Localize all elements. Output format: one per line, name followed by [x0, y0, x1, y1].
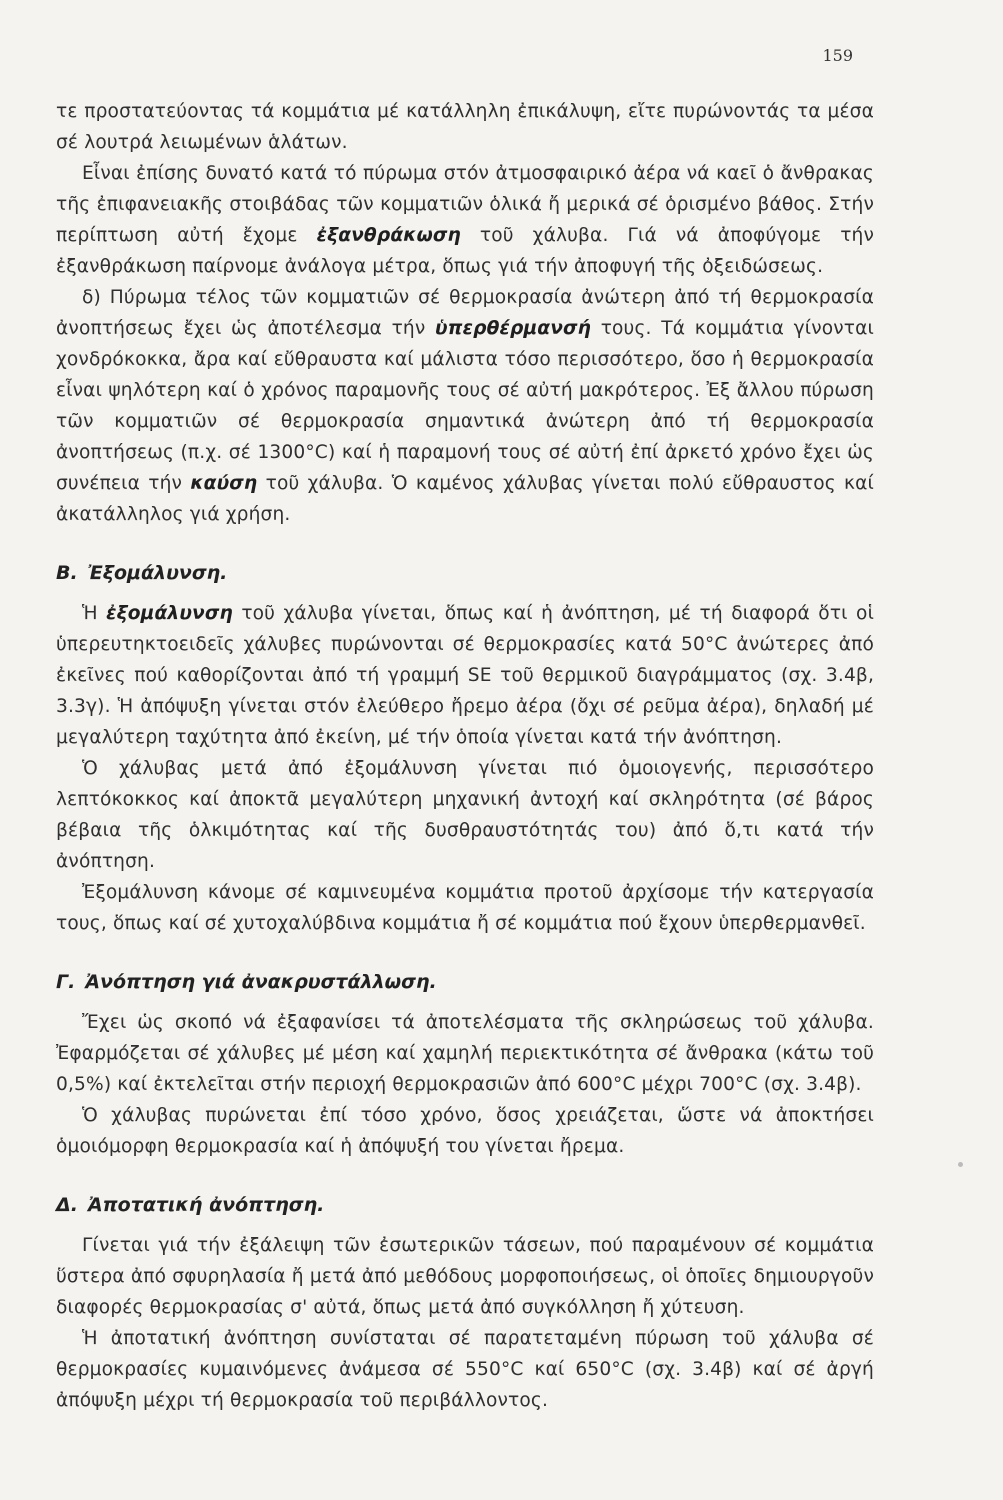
paragraph-b-2: Ὁ χάλυβας μετά ἀπό ἐξομάλυνση γίνεται πιό ὁμοιογενής, περισσότερο λεπτόκοκκος καί ἀποκτᾶ μεγαλύτερη μηχανική ἀντοχή καί σκληρότητα (σέ βάρος βέβαια τῆς ὁλκιμότητας καί τῆς δυσθραυστότητάς του) ἀπό ὅ,τι κατά τήν ἀνόπτηση. [56, 758, 874, 872]
term-exomalynsi: ἐξομάλυνση [106, 603, 233, 624]
term-exanthrakosi: ἐξανθράκωση [316, 225, 461, 246]
text-run: δ) Πύρωμα τέλος τῶν κομματιῶν σέ θερμοκρασία ἀνώτερη ἀπό τή θερμοκρασία ἀνοπτήσεως ἔχει ὡς ἀποτέλεσμα τήν [56, 287, 874, 339]
paragraph-intro-1: τε προστατεύοντας τά κομμάτια μέ κατάλληλη ἐπικάλυψη, εἴτε πυρώνοντάς τα μέσα σέ λουτρά λειωμένων ἁλάτων. [56, 101, 874, 153]
paragraph-intro-2 [56, 158, 874, 282]
paragraph-g-1: Ἔχει ὡς σκοπό νά ἐξαφανίσει τά ἀποτελέσματα τῆς σκληρώσεως τοῦ χάλυβα. Ἐφαρμόζεται σέ χάλυβες μέ μέση καί χαμηλή περιεκτικότητα σέ ἄνθρακα (κάτω τοῦ 0,5%) καί ἐκτελεῖται στήν περιοχή θερμοκρασιῶν ἀπό 600°C μέχρι 700°C (σχ. 3.4β). [56, 1012, 874, 1095]
margin-speck [958, 1162, 963, 1167]
paragraph-intro-3 [56, 282, 874, 530]
text-run: Εἶναι ἐπίσης δυνατό κατά τό πύρωμα στόν ἀτμοσφαιρικό ἀέρα νά καεῖ ὁ ἄνθρακας τῆς ἐπιφανειακῆς στοιβάδας τῶν κομματιῶν ὁλικά ἤ μερικά σέ ὁρισμένο βάθος. Στήν περίπτωση αὐτή ἔχομε [56, 163, 874, 246]
section-heading-d [56, 1190, 874, 1220]
section-title: Ἀνόπτηση γιά ἀνακρυστάλλωση. [85, 971, 437, 993]
section-title: Ἀποτατική ἀνόπτηση. [87, 1194, 325, 1216]
section-heading-b [56, 558, 874, 588]
section-letter: Β. [56, 562, 78, 584]
section-letter: Δ. [56, 1194, 78, 1216]
text-run: τους. Τά κομμάτια γίνονται χονδρόκοκκα, ἄρα καί εὔθραυστα καί μάλιστα τόσο περισσότερο, ὅσο ἡ θερμοκρασία εἶναι ψηλότερη καί ὁ χρόνος παραμονῆς τους σέ αὐτή μακρότερος. Ἐξ ἄλλου πύρωση τῶν κομματιῶν σέ θερμοκρασία σημαντικά ἀνώτερη ἀπό τή θερμοκρασία ἀνοπτήσεως (π.χ. σέ 1300°C) καί ἡ παραμονή τους σέ αὐτή ἐπί ἀρκετό χρόνο ἔχει ὡς συνέπεια τήν [56, 318, 874, 494]
page-number: 159 [822, 46, 853, 65]
text-run: Ἡ [82, 603, 98, 624]
paragraph-b-3: Ἐξομάλυνση κάνομε σέ καμινευμένα κομμάτια προτοῦ ἀρχίσομε τήν κατεργασία τους, ὅπως καί σέ χυτοχαλύβδινα κομμάτια ἤ σέ κομμάτια πού ἔχουν ὑπερθερμανθεῖ. [56, 882, 874, 934]
paragraph-d-2: Ἡ ἀποτατική ἀνόπτηση συνίσταται σέ παρατεταμένη πύρωση τοῦ χάλυβα σέ θερμοκρασίες κυμαινόμενες ἀνάμεσα σέ 550°C καί 650°C (σχ. 3.4β) καί σέ ἀργή ἀπόψυξη μέχρι τή θερμοκρασία τοῦ περιβάλλοντος. [56, 1328, 874, 1411]
section-title: Ἐξομάλυνση. [87, 562, 228, 584]
section-letter: Γ. [56, 971, 76, 993]
text-run: τοῦ χάλυβα γίνεται, ὅπως καί ἡ ἀνόπτηση, μέ τή διαφορά ὅτι οἱ ὑπερευτηκτοειδεῖς χάλυβες πυρώνονται σέ θερμοκρασίες κατά 50°C ἀνώτερες ἀπό ἐκεῖνες πού καθορίζονται ἀπό τή γραμμή SE τοῦ θερμικοῦ διαγράμματος (σχ. 3.4β, 3.3γ). Ἡ ἀπόψυξη γίνεται στόν ἐλεύθερο ἤρεμο ἀέρα (ὄχι σέ ρεῦμα ἀέρα), δηλαδή μέ μεγαλύτερη ταχύτητα ἀπό ἐκείνη, μέ τήν ὁποία γίνεται κατά τήν ἀνόπτηση. [56, 603, 875, 748]
paragraph-g-2: Ὁ χάλυβας πυρώνεται ἐπί τόσο χρόνο, ὅσος χρειάζεται, ὥστε νά ἀποκτήσει ὁμοιόμορφη θερμοκρασία καί ἡ ἀπόψυξή του γίνεται ἤρεμα. [56, 1105, 874, 1157]
paragraph-d-1: Γίνεται γιά τήν ἐξάλειψη τῶν ἐσωτερικῶν τάσεων, πού παραμένουν σέ κομμάτια ὕστερα ἀπό σφυρηλασία ἤ μετά ἀπό μεθόδους μορφοποιήσεως, οἱ ὁποῖες δημιουργοῦν διαφορές θερμοκρασίας σ' αὐτά, ὅπως μετά ἀπό συγκόλληση ἤ χύτευση. [56, 1235, 874, 1318]
term-kafsi: καύση [190, 473, 258, 494]
term-yperthermansi: ὑπερθέρμανσή [435, 318, 592, 339]
page-body [56, 96, 874, 1416]
text-run: τοῦ χάλυβα. Γιά νά ἀποφύγομε τήν ἐξανθράκωση παίρνομε ἀνάλογα μέτρα, ὅπως γιά τήν ἀποφυγή τῆς ὀξειδώσεως. [56, 225, 875, 277]
section-heading-g [56, 967, 874, 997]
text-run: τοῦ χάλυβα. Ὁ καμένος χάλυβας γίνεται πολύ εὔθραυστος καί ἀκατάλληλος γιά χρήση. [56, 473, 875, 525]
paragraph-b-1 [56, 598, 874, 753]
